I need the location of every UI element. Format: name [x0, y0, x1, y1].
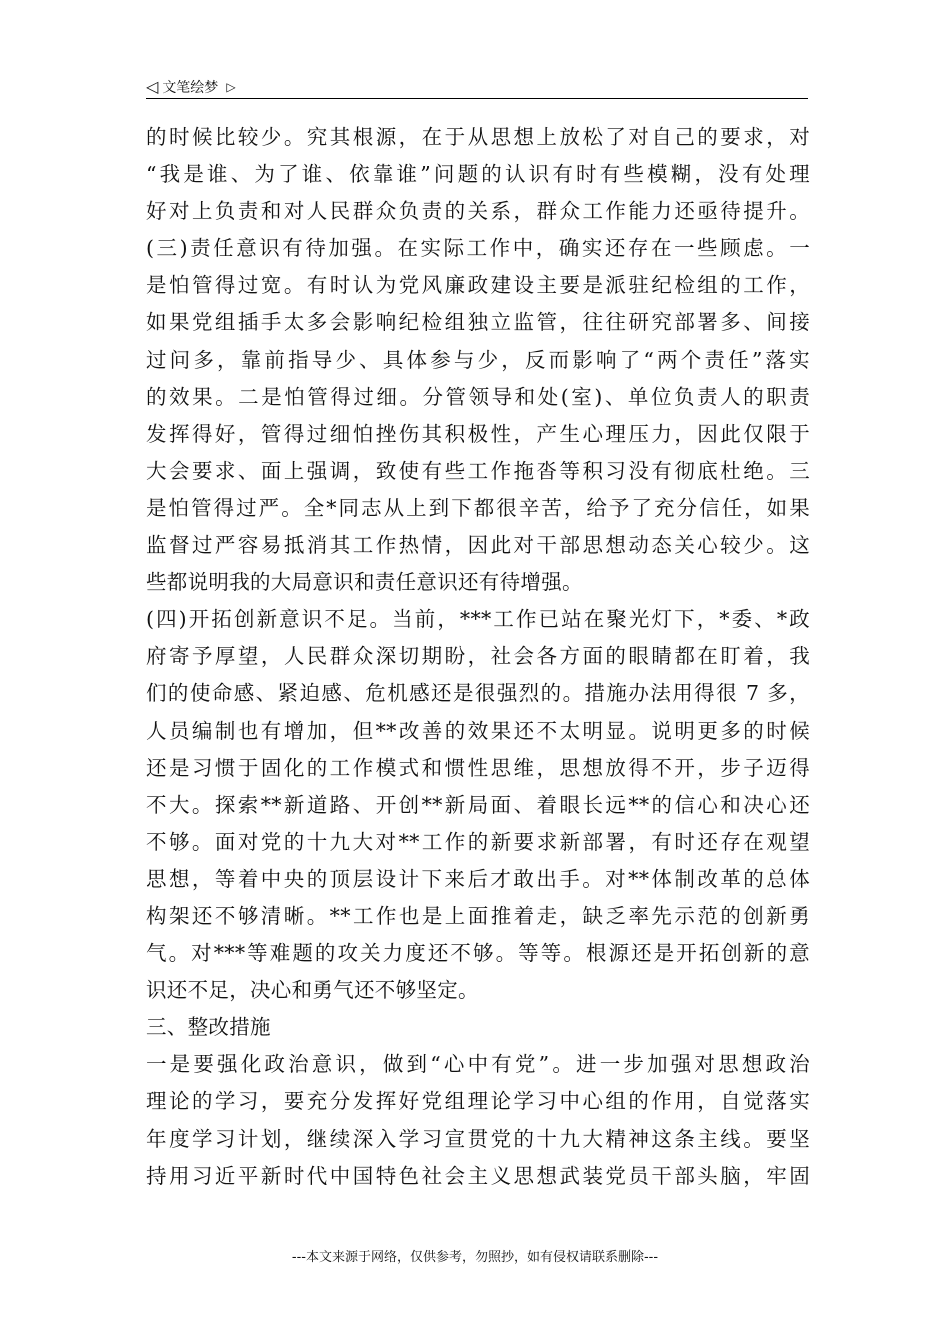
text-line: 们的使命感、紧迫感、危机感还是很强烈的。措施办法用得很 7 多，: [146, 681, 810, 706]
text-line: 的效果。二是怕管得过细。分管领导和处(室)、单位负责人的职责: [146, 384, 810, 409]
text-line: 人员编制也有增加，但**改善的效果还不太明显。说明更多的时候: [146, 718, 810, 743]
footer-disclaimer: ---本文来源于网络，仅供参考，勿照抄，如有侵权请联系删除---: [291, 1250, 659, 1265]
text-line: 不大。探索**新道路、开创**新局面、着眼长远**的信心和决心还: [146, 792, 810, 817]
triangle-right-icon: ▷: [226, 80, 236, 94]
text-line: 年度学习计划，继续深入学习宣贯党的十九大精神这条主线。要坚: [146, 1126, 810, 1151]
text-line: 过问多，靠前指导少、具体参与少，反而影响了“两个责任”落实: [146, 347, 810, 372]
text-line: 一是要强化政治意识，做到“心中有党”。进一步加强对思想政治: [146, 1052, 810, 1077]
text-line: 府寄予厚望，人民群众深切期盼，社会各方面的眼睛都在盯着，我: [146, 644, 810, 669]
text-line: 思想，等着中央的顶层设计下来后才敢出手。对**体制改革的总体: [146, 866, 810, 891]
text-line: 是怕管得过严。全*同志从上到下都很辛苦，给予了充分信任，如果: [146, 495, 810, 520]
text-line: 发挥得好，管得过细怕挫伤其积极性，产生心理压力，因此仅限于: [146, 421, 810, 446]
text-line: 监督过严容易抵消其工作热情，因此对干部思想动态关心较少。这: [146, 533, 810, 558]
text-line: 构架还不够清晰。**工作也是上面推着走，缺乏率先示范的创新勇: [146, 903, 810, 928]
text-line: 如果党组插手太多会影响纪检组独立监管，往往研究部署多、间接: [146, 310, 810, 335]
document-body: [146, 119, 810, 1195]
text-line: 些都说明我的大局意识和责任意识还有待增强。: [146, 570, 583, 595]
text-line: (三)责任意识有待加强。在实际工作中，确实还存在一些顾虑。一: [146, 236, 810, 261]
text-line: 还是习惯于固化的工作模式和惯性思维，思想放得不开，步子迈得: [146, 755, 810, 780]
text-line: 持用习近平新时代中国特色社会主义思想武装党员干部头脑，牢固: [146, 1163, 810, 1188]
text-line: 是怕管得过宽。有时认为党风廉政建设主要是派驻纪检组的工作，: [146, 273, 810, 298]
text-line: 理论的学习，要充分发挥好党组理论学习中心组的作用，自觉落实: [146, 1089, 810, 1114]
text-line: 大会要求、面上强调，致使有些工作拖沓等积习没有彻底杜绝。三: [146, 458, 810, 483]
triangle-left-icon: ◁: [146, 77, 159, 96]
text-line: 气。对***等难题的攻关力度还不够。等等。根源还是开拓创新的意: [146, 941, 810, 966]
header-title: 文笔绘梦: [162, 80, 219, 96]
text-line: “我是谁、为了谁、依靠谁”问题的认识有时有些模糊，没有处理: [146, 162, 810, 187]
text-line: (四)开拓创新意识不足。当前，***工作已站在聚光灯下，*委、*政: [146, 607, 810, 632]
text-line: 好对上负责和对人民群众负责的关系，群众工作能力还亟待提升。: [146, 199, 810, 224]
text-line: 识还不足，决心和勇气还不够坚定。: [146, 978, 479, 1003]
text-line: 不够。面对党的十九大对**工作的新要求新部署，有时还存在观望: [146, 829, 810, 854]
section-heading: 三、整改措施: [146, 1015, 271, 1040]
text-line: 的时候比较少。究其根源，在于从思想上放松了对自己的要求，对: [146, 125, 810, 149]
page-header: [146, 76, 808, 99]
